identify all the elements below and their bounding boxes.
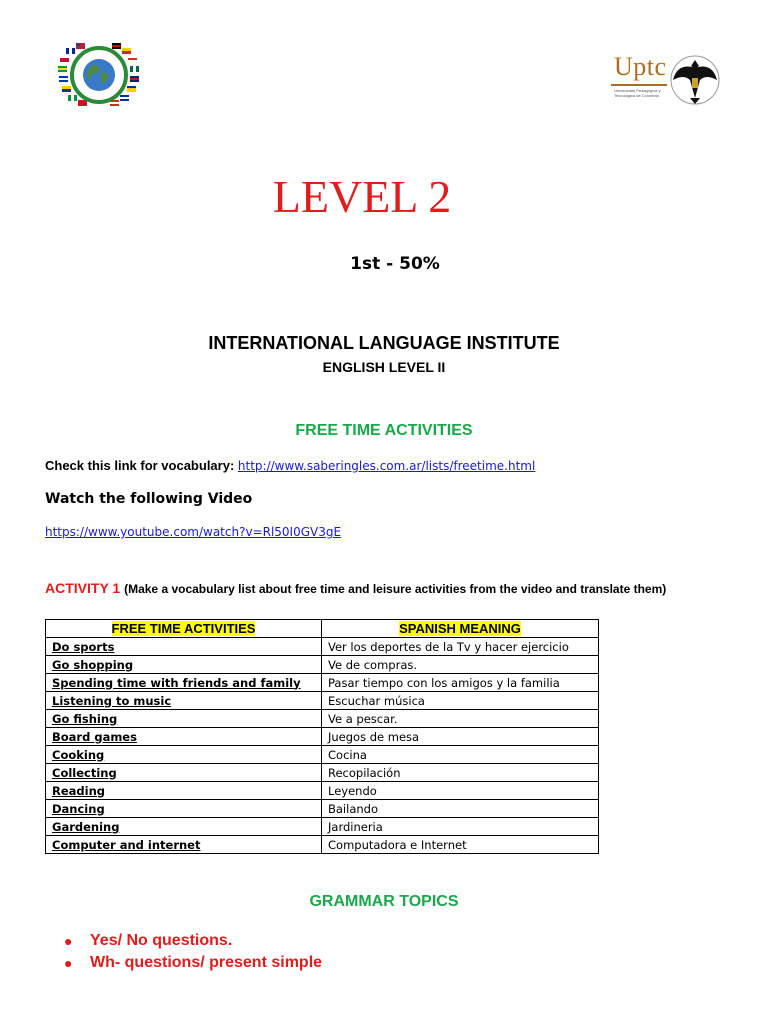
video-link[interactable]: https://www.youtube.com/watch?v=Rl50I0GV3gE (45, 525, 342, 539)
spanish-cell: Cocina (322, 746, 599, 764)
eagle-emblem-icon (670, 52, 720, 108)
list-item: ● Yes/ No questions. (62, 930, 322, 952)
institute-logo (58, 42, 140, 108)
activity-label: ACTIVITY 1 (45, 580, 121, 596)
activity-heading (45, 580, 666, 596)
table-row (46, 746, 599, 764)
table-row (46, 764, 599, 782)
spanish-cell: Recopilación (322, 764, 599, 782)
section-title: FREE TIME ACTIVITIES (295, 422, 473, 439)
spanish-cell: Pasar tiempo con los amigos y la familia (322, 674, 599, 692)
activity-cell: Go shopping (46, 656, 322, 674)
activity-cell: Cooking (46, 746, 322, 764)
activity-cell: Dancing (46, 800, 322, 818)
vocabulary-label: Check this link for vocabulary: (45, 458, 235, 473)
column-header-activities: FREE TIME ACTIVITIES (46, 620, 322, 638)
spanish-cell: Juegos de mesa (322, 728, 599, 746)
spanish-cell: Leyendo (322, 782, 599, 800)
activity-instruction: (Make a vocabulary list about free time and leisure activities from the video and translate them) (124, 582, 667, 596)
activity-cell: Gardening (46, 818, 322, 836)
spanish-cell: Ve de compras. (322, 656, 599, 674)
uptc-logo (606, 52, 720, 108)
spanish-cell: Ve a pescar. (322, 710, 599, 728)
activity-cell: Spending time with friends and family (46, 674, 322, 692)
video-label: Watch the following Video (45, 491, 253, 507)
spanish-cell: Jardineria (322, 818, 599, 836)
activity-cell: Reading (46, 782, 322, 800)
bullet-icon: ● (64, 955, 73, 971)
table-row (46, 692, 599, 710)
activity-cell: Listening to music (46, 692, 322, 710)
spanish-cell: Ver los deportes de la Tv y hacer ejercicio (322, 638, 599, 656)
list-item: ● Wh- questions/ present simple (62, 952, 322, 974)
table-header-row (46, 620, 599, 638)
activity-cell: Collecting (46, 764, 322, 782)
level-title: LEVEL 2 (272, 171, 452, 222)
bullet-icon: ● (64, 933, 73, 949)
spanish-cell: Computadora e Internet (322, 836, 599, 854)
table-row (46, 674, 599, 692)
table-row (46, 710, 599, 728)
column-header-spanish: SPANISH MEANING (322, 620, 599, 638)
table-row (46, 638, 599, 656)
activity-cell: Computer and internet (46, 836, 322, 854)
activity-cell: Board games (46, 728, 322, 746)
english-level: ENGLISH LEVEL II (322, 359, 446, 375)
table-row (46, 818, 599, 836)
spanish-cell: Escuchar música (322, 692, 599, 710)
progress-percent: 1st - 50% (350, 254, 440, 274)
table-row (46, 836, 599, 854)
uptc-rule (611, 84, 667, 86)
uptc-wordmark: Uptc (614, 52, 667, 81)
institute-name: INTERNATIONAL LANGUAGE INSTITUTE (208, 333, 560, 353)
vocabulary-line (45, 458, 535, 473)
vocabulary-link[interactable]: http://www.saberingles.com.ar/lists/freetime.html (237, 459, 536, 473)
table-row (46, 782, 599, 800)
uptc-subtitle: Universidad Pedagógica y Tecnológica de Colombia (614, 88, 661, 98)
activity-cell: Do sports (46, 638, 322, 656)
activity-cell: Go fishing (46, 710, 322, 728)
vocabulary-table (45, 619, 599, 854)
spanish-cell: Bailando (322, 800, 599, 818)
table-row (46, 800, 599, 818)
table-row (46, 656, 599, 674)
grammar-title: GRAMMAR TOPICS (309, 893, 459, 910)
grammar-list (62, 930, 322, 974)
table-row (46, 728, 599, 746)
